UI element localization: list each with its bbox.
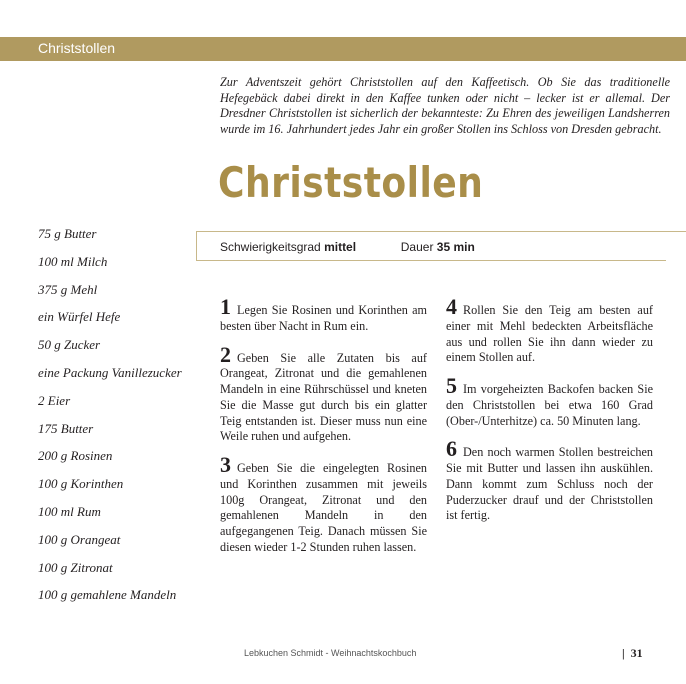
step-text: Legen Sie Rosinen und Korinthen am besten über Nacht in Rum ein. <box>220 303 427 333</box>
step-6 <box>446 436 653 524</box>
step-2 <box>220 341 427 445</box>
step-number: 1 <box>220 294 231 320</box>
ingredient-item: 100 g Zitronat <box>38 559 113 575</box>
ingredient-item: 200 g Rosinen <box>38 448 113 464</box>
step-text: Den noch warmen Stollen bestreichen Sie mit Butter und lassen ihn auskühlen. Dann kommt zum Schluss noch der Puderzucker drauf und der Christstollen ist fertig. <box>446 445 653 523</box>
ingredient-item: 175 Butter <box>38 420 94 436</box>
step-number: 4 <box>446 294 457 320</box>
step-text: Im vorgeheizten Backofen backen Sie den Christstollen bei etwa 160 Grad (Ober-/Unterhitze) ca. 50 Minuten lang. <box>446 382 653 428</box>
divider-bottom <box>196 260 666 261</box>
duration-value: 35 min <box>436 240 475 254</box>
ingredient-item: eine Packung Vanillezucker <box>38 364 182 380</box>
step-text: Rollen Sie den Teig am besten auf einer mit Mehl bedeckten Arbeitsfläche aus und rollen Sie ihn dann wieder zu einem Stollen auf. <box>446 303 653 365</box>
step-3 <box>220 452 427 555</box>
ingredient-item: 100 ml Rum <box>38 503 101 519</box>
ingredient-item: 100 g Korinthen <box>38 476 124 492</box>
steps-column-left <box>220 287 427 566</box>
page-separator: | <box>622 646 625 660</box>
step-text: Geben Sie die eingelegten Rosinen und Korinthen zusammen mit jeweils 100g Orangeat, Zitronat und den gemahlenen Mandeln in den aufgegangenen Teig. Danach müssen Sie diesen wieder 1-2 Stunden ruhen lassen. <box>220 461 427 554</box>
step-number: 5 <box>446 373 457 399</box>
ingredient-item: ein Würfel Hefe <box>38 309 121 325</box>
step-1 <box>220 294 427 334</box>
meta-row <box>220 240 475 254</box>
ingredient-item: 100 ml Milch <box>38 253 108 269</box>
page-number-value: 31 <box>630 646 643 660</box>
intro-paragraph: Zur Adventszeit gehört Christstollen auf den Kaffeetisch. Ob Sie das traditionelle Hefegebäck dabei direkt in den Kaffee tunken oder nicht – lecker ist er allemal. Der Dresdner Christstollen ist sicherlich der bekannteste: Zu Ehren des jeweiligen Landsherren wurde im 16. Jahrhundert jedes Jahr ein großer Stollen ins Schloss von Dresden gebracht. <box>220 75 670 136</box>
divider-top <box>196 231 686 232</box>
step-number: 6 <box>446 436 457 462</box>
header-bar <box>0 37 686 61</box>
ingredient-item: 2 Eier <box>38 392 71 408</box>
ingredient-list <box>38 224 198 613</box>
steps-column-right <box>446 287 653 535</box>
difficulty-label: Schwierigkeitsgrad <box>220 240 321 254</box>
recipe-title: Christstollen <box>218 158 484 207</box>
header-title: Christstollen <box>38 40 116 56</box>
step-5 <box>446 373 653 429</box>
difficulty-value: mittel <box>324 240 357 254</box>
ingredient-item: 100 g Orangeat <box>38 531 121 547</box>
step-number: 2 <box>220 341 231 367</box>
duration-label: Dauer <box>400 240 434 254</box>
ingredient-item: 375 g Mehl <box>38 281 98 297</box>
ingredient-item: 100 g gemahlene Mandeln <box>38 587 177 603</box>
step-text: Geben Sie alle Zutaten bis auf Orangeat, Zitronat und die gemahlenen Mandeln in eine Rührschüssel und kneten Sie die Masse gut durch bis ein glatter Teig entstanden ist. Dieser muss nun eine Weile ruhen und aufgehen. <box>220 350 427 444</box>
ingredient-item: 75 g Butter <box>38 226 97 241</box>
step-4 <box>446 294 653 366</box>
footer-text: Lebkuchen Schmidt - Weihnachtskochbuch <box>244 648 417 658</box>
step-number: 3 <box>220 452 231 478</box>
ingredient-item: 50 g Zucker <box>38 337 101 353</box>
page-number <box>622 646 643 661</box>
